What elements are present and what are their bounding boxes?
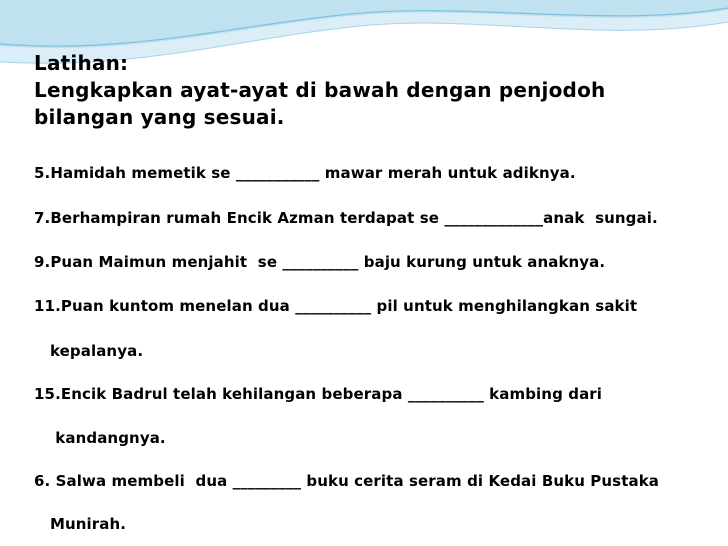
- slide-title: [34, 50, 605, 131]
- exercise-item: 6. Salwa membeli dua _________ buku cerita seram di Kedai Buku Pustaka: [34, 472, 659, 490]
- title-line-3: bilangan yang sesuai.: [34, 105, 285, 129]
- exercise-item-continuation: Munirah.: [34, 515, 127, 533]
- exercise-item: 15.Encik Badrul telah kehilangan beberapa __________ kambing dari: [34, 385, 603, 403]
- exercise-item: 5.Hamidah memetik se ___________ mawar merah untuk adiknya.: [34, 164, 576, 182]
- title-line-2: Lengkapkan ayat-ayat di bawah dengan penjodoh: [34, 78, 606, 102]
- exercise-item: 9.Puan Maimun menjahit se __________ baju kurung untuk anaknya.: [34, 253, 606, 271]
- exercise-item-continuation: kandangnya.: [34, 429, 166, 447]
- exercise-item: 11.Puan kuntom menelan dua __________ pil untuk menghilangkan sakit: [34, 297, 638, 315]
- exercise-item-continuation: kepalanya.: [34, 342, 144, 360]
- exercise-item: 7.Berhampiran rumah Encik Azman terdapat se _____________anak sungai.: [34, 209, 658, 227]
- title-line-1: Latihan:: [34, 51, 129, 75]
